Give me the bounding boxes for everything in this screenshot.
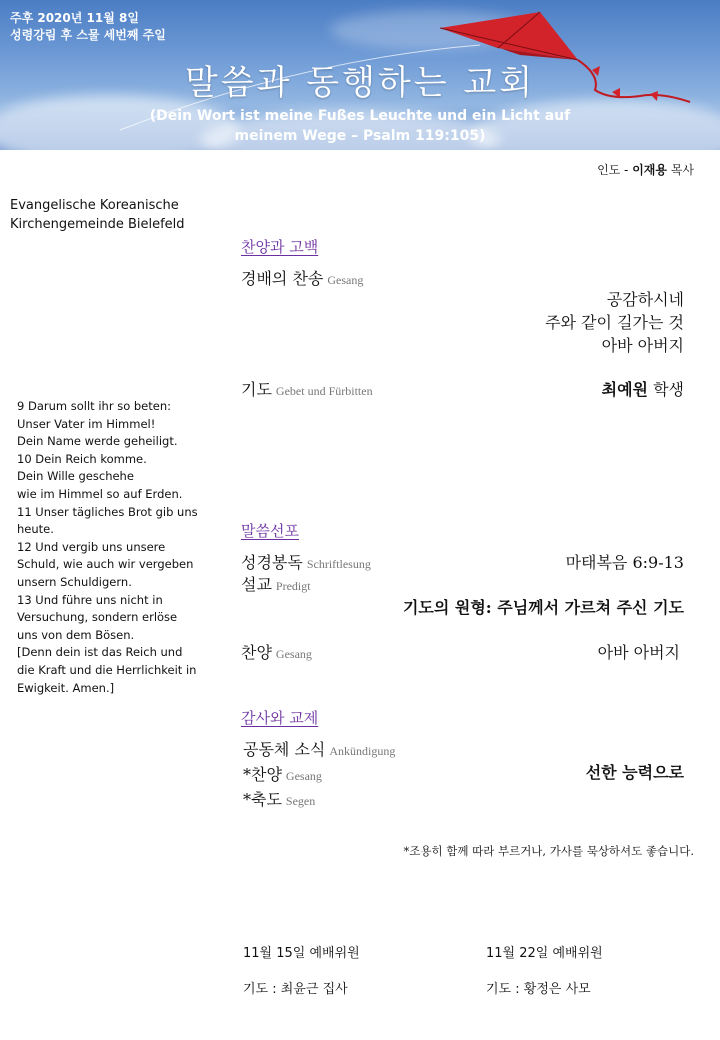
- blessing-label-de: Segen: [285, 794, 316, 808]
- news-label-de: Ankündigung: [329, 744, 396, 758]
- closing-song-label: *찬양: [243, 765, 282, 784]
- church-name-line-1: Evangelische Koreanische: [10, 198, 179, 213]
- leader-title: 목사: [667, 163, 694, 177]
- closing-song-label-de: Gesang: [285, 769, 322, 783]
- leader-name: 이재용: [632, 163, 667, 177]
- section-heading-praise: 찬양과 고백: [241, 238, 319, 256]
- song-title: 공감하시네: [606, 290, 684, 309]
- sermon-title: 기도의 원형: 주님께서 가르쳐 주신 기도: [402, 598, 684, 617]
- duty-week-1-prayer: 기도 : 최윤근 집사: [243, 982, 348, 997]
- scripture-reference: 마태복음 6:9-13: [565, 553, 684, 572]
- church-name-line-2: Kirchengemeinde Bielefeld: [10, 217, 185, 232]
- blessing-label: *축도: [243, 790, 282, 809]
- date-line-1: 주후 2020년 11월 8일: [10, 11, 139, 25]
- reading-label: 성경봉독: [241, 553, 303, 572]
- page-subtitle: [120, 106, 600, 146]
- leader-prefix: 인도 -: [597, 163, 633, 177]
- duty-week-1: [243, 942, 360, 997]
- song-label-de: Gesang: [275, 647, 312, 661]
- order-item-blessing: [243, 788, 395, 813]
- song-label: 찬양: [241, 643, 272, 662]
- subtitle-line-2: meinem Wege – Psalm 119:105): [234, 128, 486, 144]
- sermon-label: 설교: [241, 575, 272, 594]
- news-label: 공동체 소식: [243, 740, 326, 759]
- order-item-hymn: [241, 266, 363, 289]
- service-leader: [597, 161, 694, 178]
- duty-week-2: [486, 942, 603, 997]
- prayer-leader-name: 최예원: [601, 380, 648, 399]
- service-date: [10, 10, 166, 44]
- header-banner: [0, 0, 720, 150]
- order-item-prayer: [241, 377, 373, 400]
- order-item-closing-song: [243, 763, 395, 788]
- footnote: *조용히 함께 따라 부르거나, 가사를 묵상하셔도 좋습니다.: [403, 844, 694, 858]
- order-item-song: [241, 640, 312, 663]
- thanks-items: [243, 738, 395, 813]
- duty-week-1-title: 11월 15일 예배위원: [243, 946, 360, 961]
- duty-week-2-prayer: 기도 : 황정은 사모: [486, 982, 591, 997]
- church-name: [10, 196, 185, 234]
- song-title: 아바 아버지: [601, 336, 684, 355]
- order-item-reading: [241, 550, 371, 573]
- subtitle-line-1: (Dein Wort ist meine Fußes Leuchte und ein Licht auf: [149, 108, 571, 124]
- prayer-leader-role: 학생: [648, 380, 684, 399]
- song-title: 주와 같이 길가는 것: [545, 313, 684, 332]
- section-heading-word: 말씀선포: [241, 522, 299, 540]
- reading-label-de: Schriftlesung: [306, 557, 371, 571]
- order-item-sermon: [241, 572, 311, 595]
- sermon-label-de: Predigt: [275, 579, 311, 593]
- prayer-leader: [602, 377, 684, 400]
- closing-song-title: 선한 능력으로: [585, 763, 684, 782]
- song-list: [545, 288, 684, 357]
- date-line-2: 성령강림 후 스물 세번째 주일: [10, 28, 166, 42]
- hymn-label-de: Gesang: [327, 273, 364, 287]
- prayer-label-de: Gebet und Fürbitten: [275, 384, 373, 398]
- duty-week-2-title: 11월 22일 예배위원: [486, 946, 603, 961]
- order-item-news: [243, 738, 395, 763]
- song-title: 아바 아버지: [597, 643, 680, 662]
- section-heading-thanks: 감사와 교제: [241, 709, 319, 727]
- page-title: 말씀과 동행하는 교회: [184, 63, 536, 103]
- prayer-label: 기도: [241, 380, 272, 399]
- lords-prayer-text: 9 Darum sollt ihr so beten: Unser Vater im Himmel! Dein Name werde geheiligt. 10 Dein Reich komme. Dein Wille geschehe wie im Himmel so auf Erden. 11 Unser tägliches Brot gib uns heute. 12 Und vergib uns unsere Schuld, wie auch wir vergeben unsern Schuldigern. 13 Und führe uns nicht in Versuchung, sondern erlöse uns von dem Bösen. [Denn dein ist das Reich und die Kraft und die Herrlichkeit in Ewigkeit. Amen.]: [17, 399, 198, 695]
- hymn-label: 경배의 찬송: [241, 269, 324, 288]
